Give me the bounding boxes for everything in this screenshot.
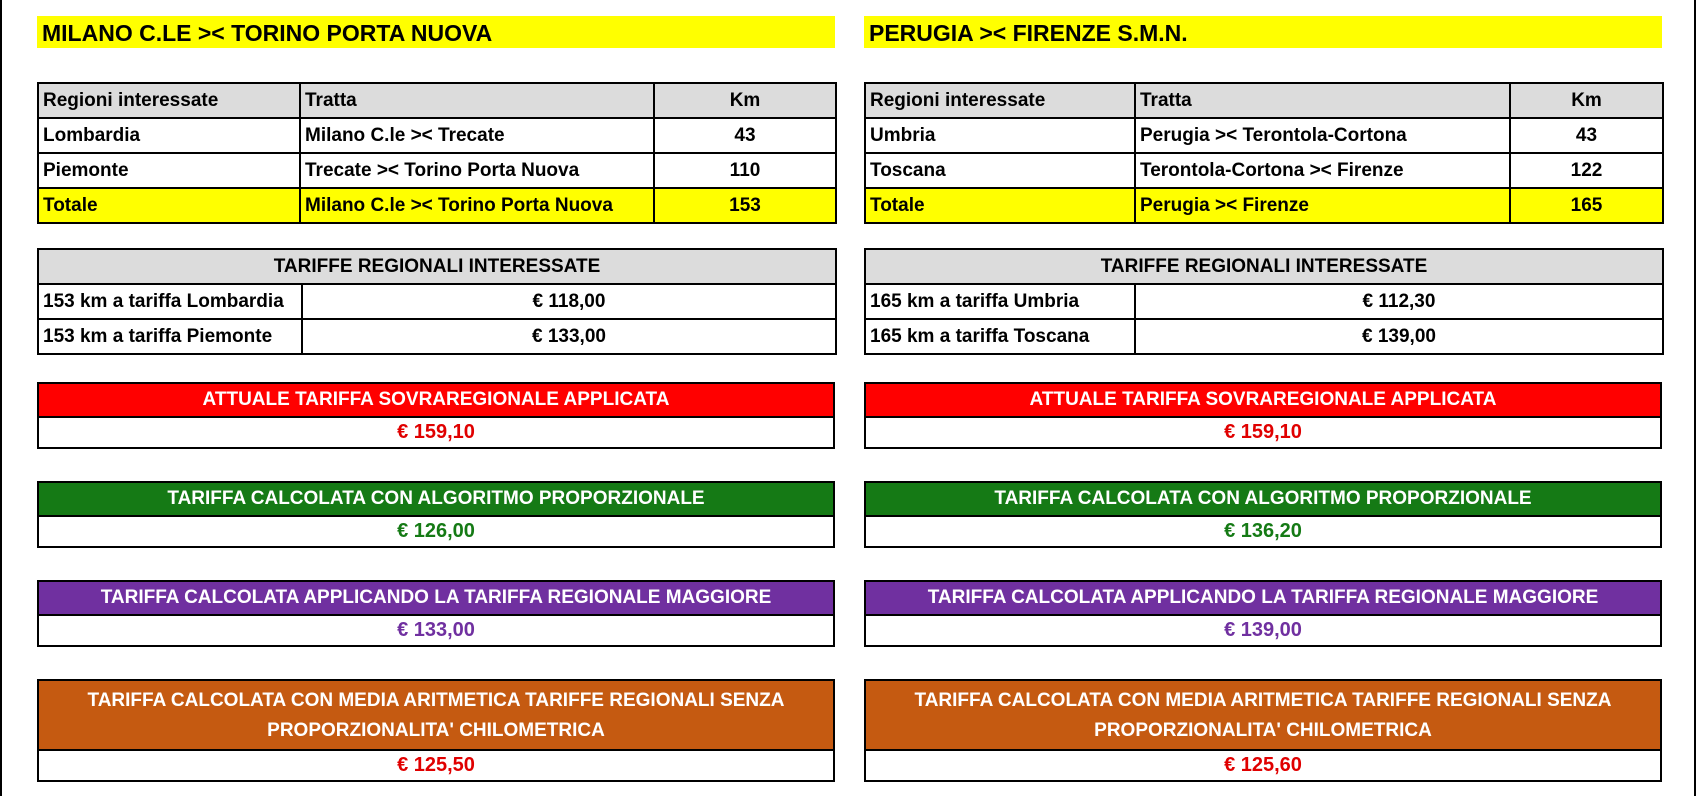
tariff-value-cell: € 139,00 <box>1135 319 1663 354</box>
regional-tariffs-header: TARIFFE REGIONALI INTERESSATE <box>865 249 1663 284</box>
table-row <box>38 284 836 319</box>
table-row <box>865 284 1663 319</box>
regional-tariffs-table <box>864 248 1664 355</box>
column-header-tratta: Tratta <box>300 83 654 118</box>
proportional-tariff-value: € 136,20 <box>866 517 1660 546</box>
tariff-label-cell: 165 km a tariffa Toscana <box>865 319 1135 354</box>
table-row <box>865 319 1663 354</box>
segment-cell: Terontola-Cortona >< Firenze <box>1135 153 1510 188</box>
total-label-cell: Totale <box>38 188 300 223</box>
region-cell: Piemonte <box>38 153 300 188</box>
region-cell: Lombardia <box>38 118 300 153</box>
tariff-label-cell: 165 km a tariffa Umbria <box>865 284 1135 319</box>
total-row <box>38 188 836 223</box>
regional-tariffs-table <box>37 248 837 355</box>
regional-tariffs-header: TARIFFE REGIONALI INTERESSATE <box>38 249 836 284</box>
average-tariff-box <box>37 679 835 782</box>
proportional-tariff-box <box>37 481 835 548</box>
segment-cell: Perugia >< Terontola-Cortona <box>1135 118 1510 153</box>
total-label-cell: Totale <box>865 188 1135 223</box>
km-cell: 110 <box>654 153 836 188</box>
km-cell: 43 <box>1510 118 1663 153</box>
column-header-regioni: Regioni interessate <box>865 83 1135 118</box>
table-header-row <box>38 83 836 118</box>
table-row <box>38 319 836 354</box>
tariff-value-cell: € 112,30 <box>1135 284 1663 319</box>
average-tariff-label: TARIFFA CALCOLATA CON MEDIA ARITMETICA TARIFFE REGIONALI SENZA PROPORZIONALITA' CHILOMETRICA <box>39 681 833 751</box>
route-title: MILANO C.LE >< TORINO PORTA NUOVA <box>37 16 835 48</box>
segment-cell: Milano C.le >< Trecate <box>300 118 654 153</box>
table-row <box>865 153 1663 188</box>
column-header-regioni: Regioni interessate <box>38 83 300 118</box>
current-tariff-box <box>37 382 835 449</box>
table-row <box>38 118 836 153</box>
proportional-tariff-label: TARIFFA CALCOLATA CON ALGORITMO PROPORZIONALE <box>39 483 833 517</box>
column-header-tratta: Tratta <box>1135 83 1510 118</box>
route-title: PERUGIA >< FIRENZE S.M.N. <box>864 16 1662 48</box>
proportional-tariff-label: TARIFFA CALCOLATA CON ALGORITMO PROPORZIONALE <box>866 483 1660 517</box>
total-segment-cell: Milano C.le >< Torino Porta Nuova <box>300 188 654 223</box>
total-segment-cell: Perugia >< Firenze <box>1135 188 1510 223</box>
current-tariff-value: € 159,10 <box>866 418 1660 447</box>
current-tariff-label: ATTUALE TARIFFA SOVRAREGIONALE APPLICATA <box>39 384 833 418</box>
tariff-label-cell: 153 km a tariffa Piemonte <box>38 319 302 354</box>
route-comparison-perugia-firenze <box>864 0 1662 796</box>
tariff-label-cell: 153 km a tariffa Lombardia <box>38 284 302 319</box>
max-regional-tariff-value: € 139,00 <box>866 616 1660 645</box>
total-km-cell: 165 <box>1510 188 1663 223</box>
max-regional-tariff-box <box>864 580 1662 647</box>
table-header-row <box>865 83 1663 118</box>
region-cell: Toscana <box>865 153 1135 188</box>
region-cell: Umbria <box>865 118 1135 153</box>
segment-cell: Trecate >< Torino Porta Nuova <box>300 153 654 188</box>
total-km-cell: 153 <box>654 188 836 223</box>
average-tariff-label: TARIFFA CALCOLATA CON MEDIA ARITMETICA TARIFFE REGIONALI SENZA PROPORZIONALITA' CHILOMETRICA <box>866 681 1660 751</box>
current-tariff-value: € 159,10 <box>39 418 833 447</box>
tariff-value-cell: € 118,00 <box>302 284 836 319</box>
table-row <box>38 153 836 188</box>
max-regional-tariff-box <box>37 580 835 647</box>
max-regional-tariff-label: TARIFFA CALCOLATA APPLICANDO LA TARIFFA REGIONALE MAGGIORE <box>866 582 1660 616</box>
max-regional-tariff-value: € 133,00 <box>39 616 833 645</box>
average-tariff-value: € 125,50 <box>39 751 833 780</box>
column-header-km: Km <box>1510 83 1663 118</box>
route-segments-table <box>37 82 837 224</box>
max-regional-tariff-label: TARIFFA CALCOLATA APPLICANDO LA TARIFFA REGIONALE MAGGIORE <box>39 582 833 616</box>
column-header-km: Km <box>654 83 836 118</box>
average-tariff-value: € 125,60 <box>866 751 1660 780</box>
route-comparison-milano-torino <box>37 0 835 796</box>
route-segments-table <box>864 82 1664 224</box>
proportional-tariff-value: € 126,00 <box>39 517 833 546</box>
km-cell: 43 <box>654 118 836 153</box>
km-cell: 122 <box>1510 153 1663 188</box>
average-tariff-box <box>864 679 1662 782</box>
proportional-tariff-box <box>864 481 1662 548</box>
tariff-value-cell: € 133,00 <box>302 319 836 354</box>
table-row <box>865 118 1663 153</box>
total-row <box>865 188 1663 223</box>
current-tariff-label: ATTUALE TARIFFA SOVRAREGIONALE APPLICATA <box>866 384 1660 418</box>
current-tariff-box <box>864 382 1662 449</box>
